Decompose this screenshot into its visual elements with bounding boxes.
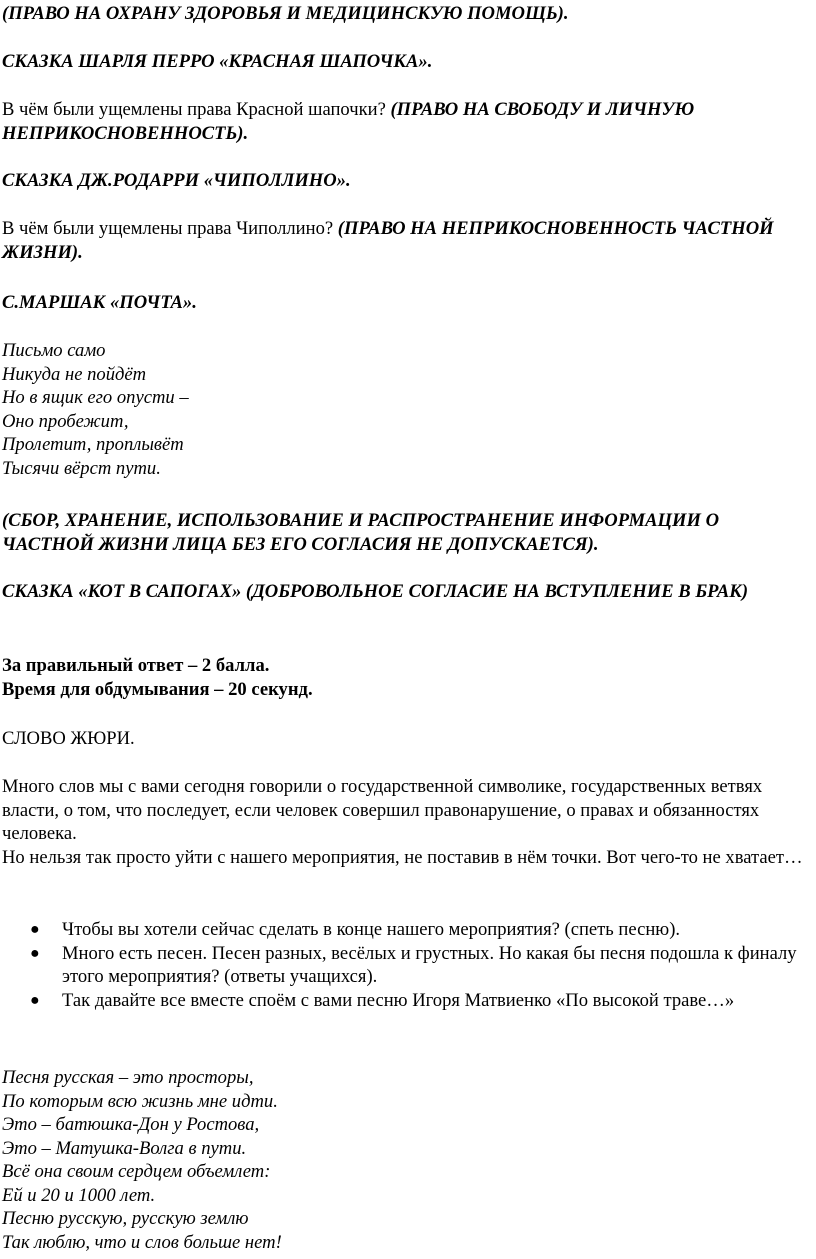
question-text: В чём были ущемлены права Чиполлино? (2, 218, 338, 239)
poem-russian-song (2, 1066, 804, 1254)
poem-line: Это – батюшка-Дон у Ростова, (2, 1114, 260, 1135)
list-item: ● Чтобы вы хотели сейчас сделать в конце нашего мероприятия? (спеть песню). (30, 919, 681, 940)
list-item: ● Так давайте все вместе споём с вами песню Игоря Матвиенко «По высокой траве…» (30, 989, 735, 1011)
paragraph-conclusion: Но нельзя так просто уйти с нашего мероприятия, не поставив в нём точки. Вот чего-то не хватает… (2, 847, 803, 868)
poem-line: Тысячи вёрст пути. (2, 457, 161, 479)
paragraph-summary: Много слов мы с вами сегодня говорили о государственной символике, государственных ветвях власти, о том, что последует, если человек совершил правонарушение, о правах и обязанностях человека. (2, 776, 763, 844)
poem-line: Песня русская – это просторы, (2, 1067, 254, 1088)
poem-line: Ей и 20 и 1000 лет. (2, 1184, 156, 1206)
poem-line: Так люблю, что и слов больше нет! (2, 1231, 282, 1253)
poem-line: Никуда не пойдёт (2, 363, 147, 385)
bullet-icon: ● (30, 921, 40, 938)
poem-line: Оно пробежит, (2, 410, 129, 432)
heading-red-riding-hood: СКАЗКА ШАРЛЯ ПЕРРО «КРАСНАЯ ШАПОЧКА». (2, 51, 433, 72)
bullet-icon: ● (30, 991, 40, 1009)
question-text: В чём были ущемлены права Красной шапочки? (2, 99, 391, 120)
poem-line: Пролетит, проплывёт (2, 434, 184, 455)
list-item: ● Много есть песен. Песен разных, весёлых и грустных. Но какая бы песня подошла к финалу этого мероприятия? (ответы учащихся). (30, 942, 797, 987)
heading-puss-in-boots: СКАЗКА «КОТ В САПОГАХ» (ДОБРОВОЛЬНОЕ СОГЛАСИЕ НА ВСТУПЛЕНИЕ В БРАК) (2, 581, 749, 602)
answer-text: (ПРАВО НА СВОБОДУ И ЛИЧНУЮ НЕПРИКОСНОВЕННОСТЬ). (2, 99, 695, 144)
bullet-list (2, 918, 804, 1012)
poem-letter (2, 339, 804, 480)
answer-text: (ПРАВО НА НЕПРИКОСНОВЕННОСТЬ ЧАСТНОЙ ЖИЗНИ). (2, 218, 774, 263)
heading-cipollino: СКАЗКА ДЖ.РОДАРРИ «ЧИПОЛЛИНО». (2, 170, 351, 191)
scoring-points: За правильный ответ – 2 балла. (2, 655, 270, 676)
paragraph-right-health: (ПРАВО НА ОХРАНУ ЗДОРОВЬЯ И МЕДИЦИНСКУЮ ПОМОЩЬ). (2, 3, 569, 24)
scoring-time: Время для обдумывания – 20 секунд. (2, 678, 313, 700)
scoring-rules (2, 654, 804, 701)
paragraph-privacy: (СБОР, ХРАНЕНИЕ, ИСПОЛЬЗОВАНИЕ И РАСПРОСТРАНЕНИЕ ИНФОРМАЦИИ О ЧАСТНОЙ ЖИЗНИ ЛИЦА БЕЗ ЕГО СОГЛАСИЯ НЕ ДОПУСКАЕТСЯ). (2, 510, 720, 555)
bullet-icon: ● (30, 944, 40, 962)
poem-line: Но в ящик его опусти – (2, 387, 189, 408)
question-cipollino (2, 217, 804, 264)
poem-line: По которым всю жизнь мне идти. (2, 1090, 278, 1112)
poem-line: Песню русскую, русскую землю (2, 1208, 249, 1229)
heading-marshak-post: С.МАРШАК «ПОЧТА». (2, 292, 197, 313)
poem-line: Всё она своим сердцем объемлет: (2, 1161, 271, 1182)
heading-jury-word: СЛОВО ЖЮРИ. (2, 728, 135, 749)
poem-line: Письмо само (2, 340, 106, 361)
question-red-riding-hood (2, 98, 804, 145)
poem-line: Это – Матушка-Волга в пути. (2, 1137, 247, 1159)
